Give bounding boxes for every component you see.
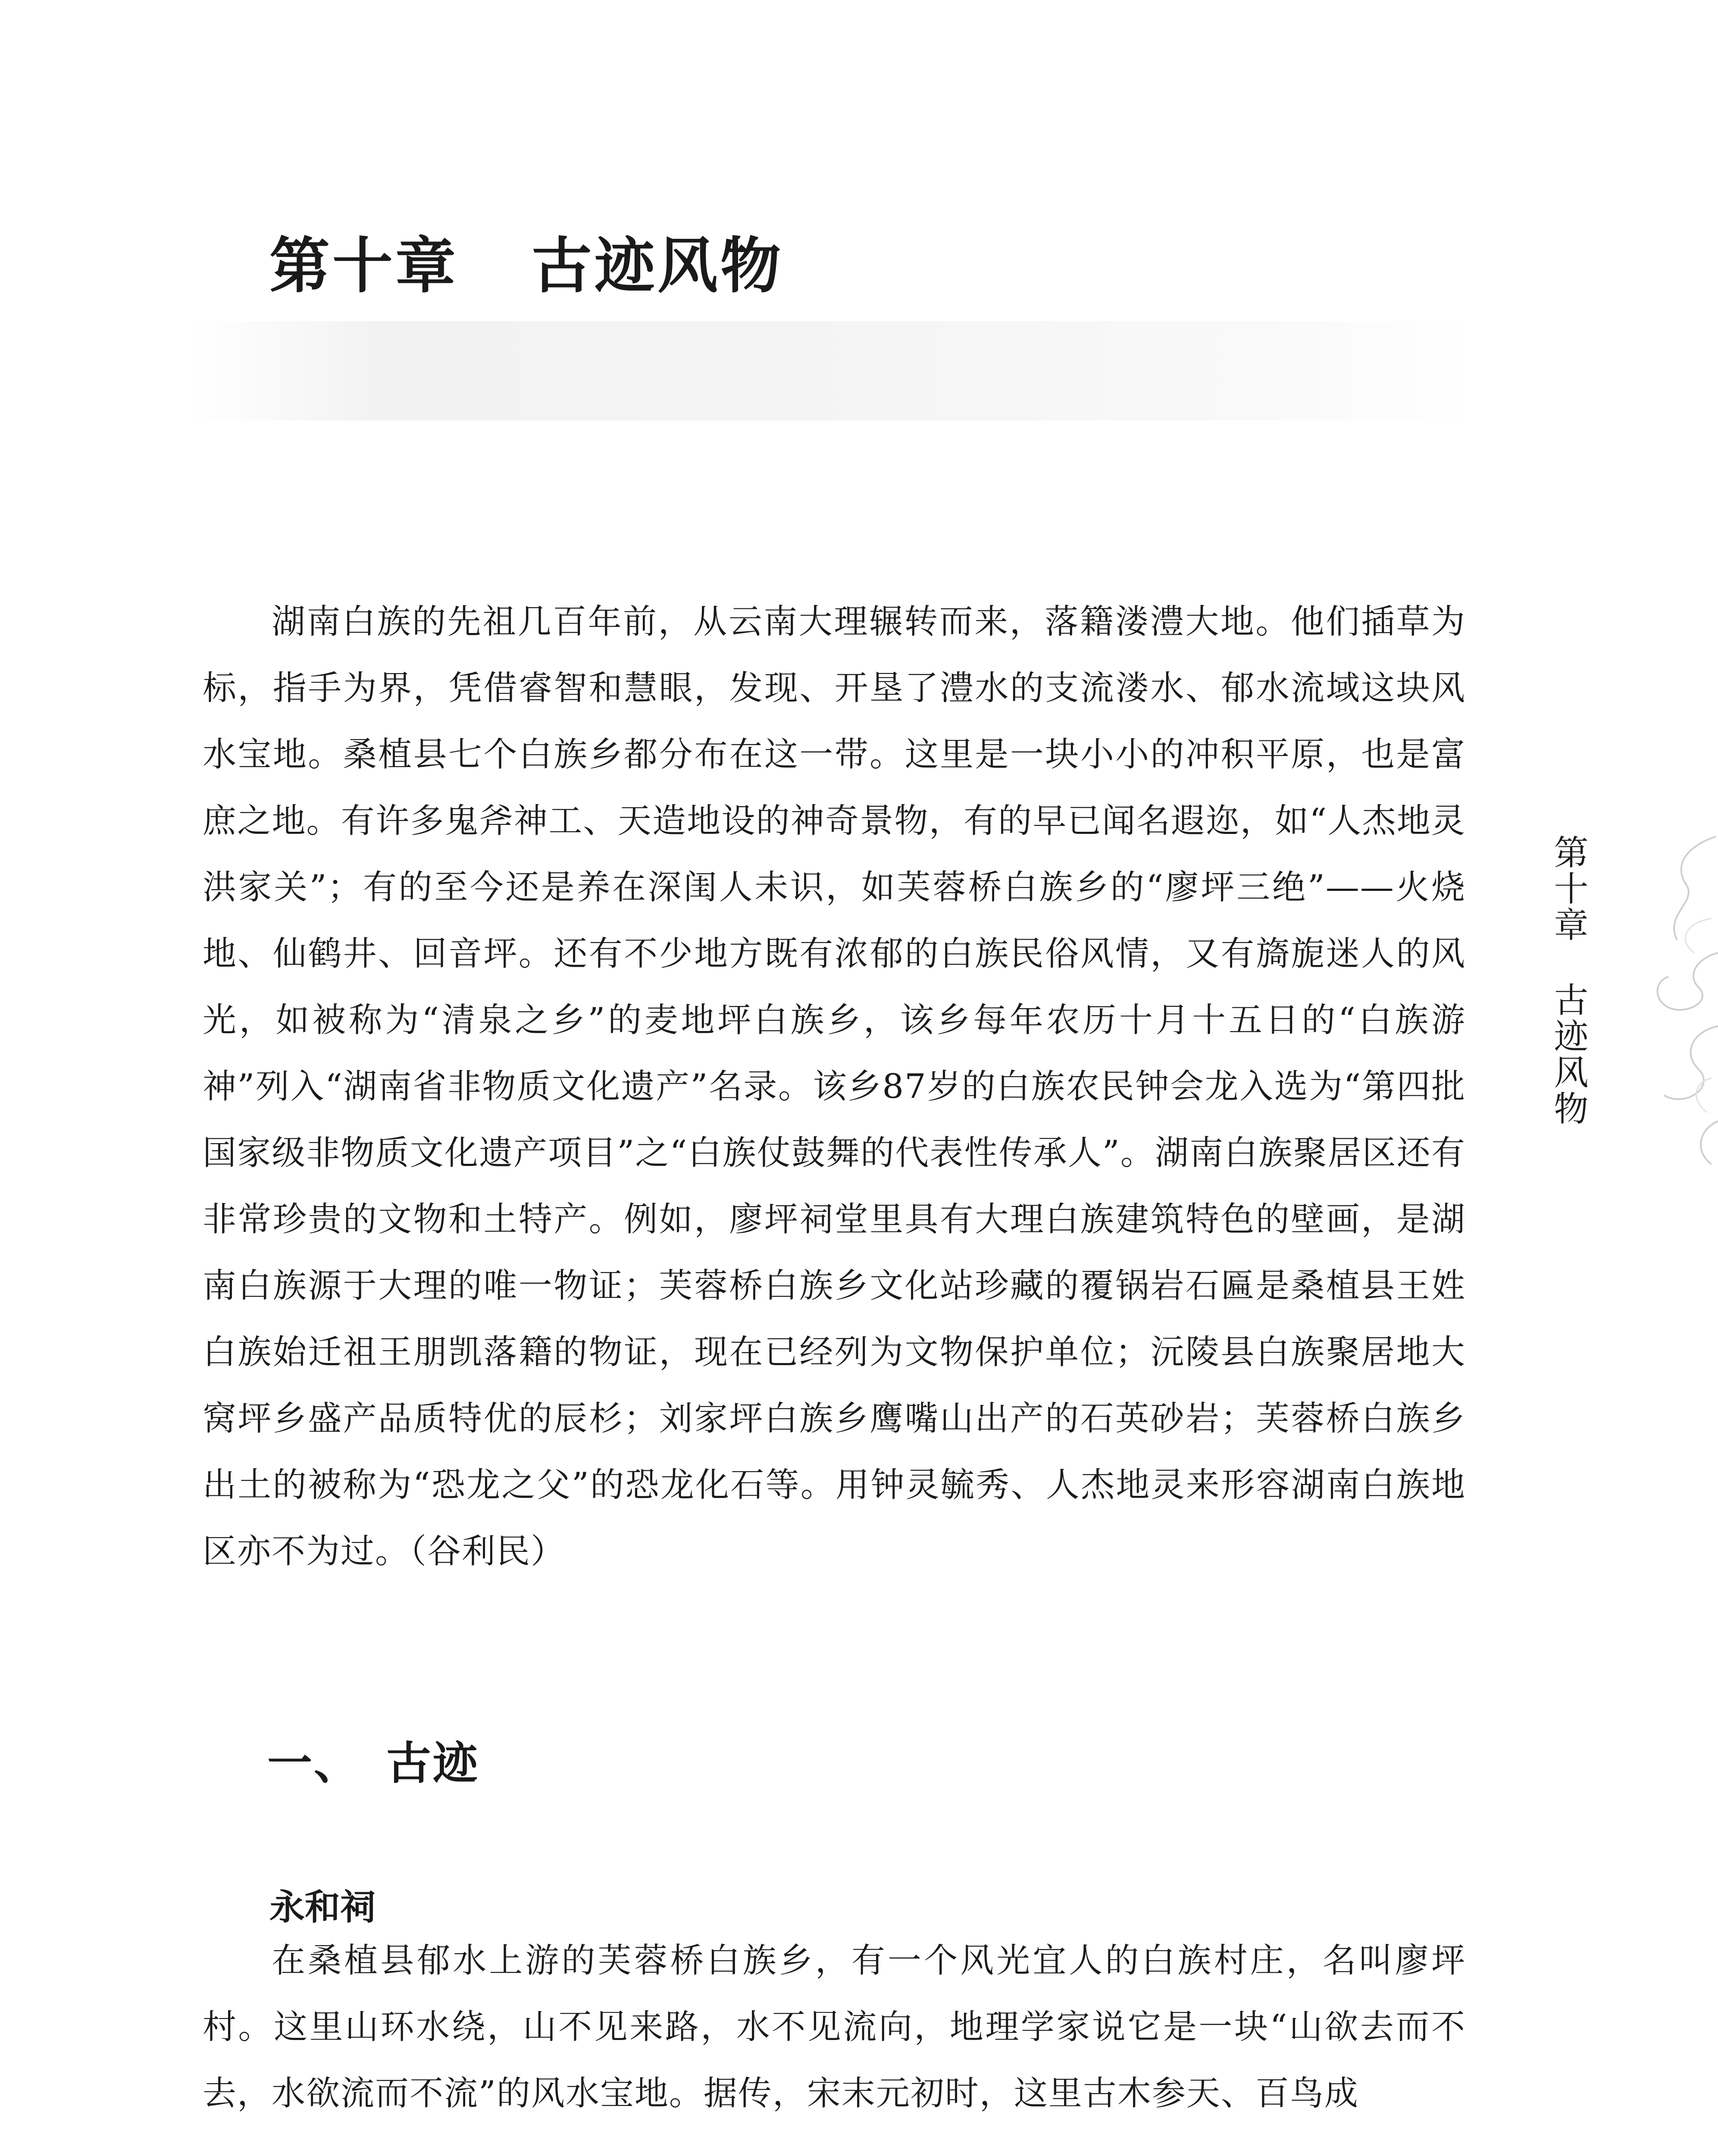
title-decorative-band <box>190 321 1474 420</box>
cloud-ornament-icon <box>1647 811 1718 1190</box>
subsection-title: 永和祠 <box>269 1887 376 1928</box>
side-tab-chapter: 第十章 <box>1548 834 1588 943</box>
chapter-name: 古迹风物 <box>532 231 784 301</box>
section-heading <box>267 1727 479 1792</box>
section-title: 古迹 <box>386 1736 480 1789</box>
section-number: 一、 <box>267 1736 361 1789</box>
chapter-title <box>269 218 783 304</box>
side-tab-title: 古迹风物 <box>1548 982 1588 1127</box>
intro-paragraph: 湖南白族的先祖几百年前，从云南大理辗转而来，落籍溇澧大地。他们插草为标，指手为界，凭借睿智和慧眼，发现、开垦了澧水的支流溇水、郁水流域这块风水宝地。桑植县七个白族乡都分布在这一带。这里是一块小小的冲积平原，也是富庶之地。有许多鬼斧神工、天造地设的神奇景物，有的早已闻名遐迩，如“人杰地灵洪家关”；有的至今还是养在深闺人未识，如芙蓉桥白族乡的“廖坪三绝”——火烧地、仙鹤井、回音坪。还有不少地方既有浓郁的白族民俗风情，又有旖旎迷人的风光，如被称为“清泉之乡”的麦地坪白族乡，该乡每年农历十月十五日的“白族游神”列入“湖南省非物质文化遗产”名录。该乡87岁的白族农民钟会龙入选为“第四批国家级非物质文化遗产项目”之“白族仗鼓舞的代表性传承人”。湖南白族聚居区还有非常珍贵的文物和土特产。例如，廖坪祠堂里具有大理白族建筑特色的壁画，是湖南白族源于大理的唯一物证；芙蓉桥白族乡文化站珍藏的覆锅岩石匾是桑植县王姓白族始迁祖王朋凯落籍的物证，现在已经列为文物保护单位；沅陵县白族聚居地大窝坪乡盛产品质特优的辰杉；刘家坪白族乡鹰嘴山出产的石英砂岩；芙蓉桥白族乡出土的被称为“恐龙之父”的恐龙化石等。用钟灵毓秀、人杰地灵来形容湖南白族地区亦不为过。（谷利民） <box>203 602 1466 1571</box>
body-paragraph: 在桑植县郁水上游的芙蓉桥白族乡，有一个风光宜人的白族村庄，名叫廖坪村。这里山环水绕，山不见来路，水不见流向，地理学家说它是一块“山欲去而不去，水欲流而不流”的风水宝地。据传，宋末元初时，这里古木参天、百鸟成 <box>203 1941 1466 2113</box>
chapter-number: 第十章 <box>269 231 459 301</box>
side-chapter-tab <box>1548 834 1599 1127</box>
